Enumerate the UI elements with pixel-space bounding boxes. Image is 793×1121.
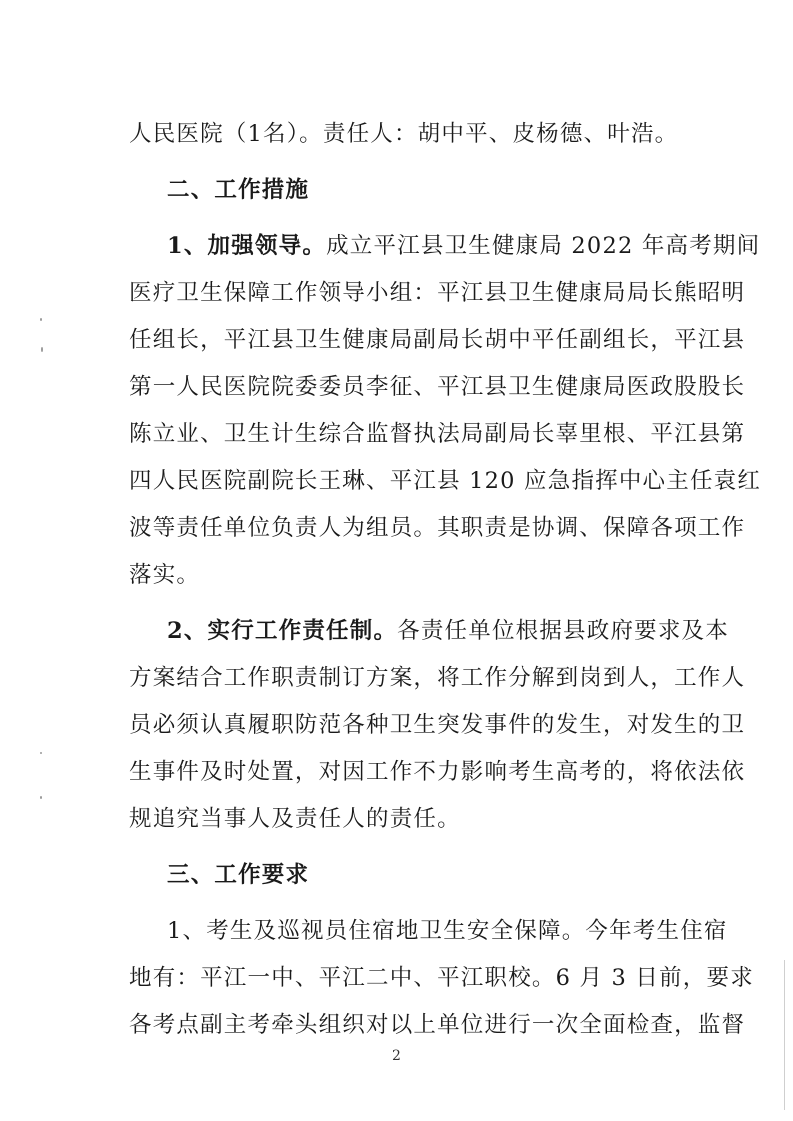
scan-edge-line [784,960,785,1110]
scan-speck [40,796,42,799]
paragraph-line: 第一人民医院院委委员李征、平江县卫生健康局医政股股长 [129,374,746,400]
paragraph-line: 波等责任单位负责人为组员。其职责是协调、保障各项工作 [129,515,746,541]
document-body [129,111,762,1049]
scan-speck [40,318,42,321]
paragraph-line: 地有：平江一中、平江二中、平江职校。6 月 3 日前，要求 [129,965,754,991]
paragraph-line: 四人民医院副院长王琳、平江县 120 应急指挥中心主任袁红 [129,468,762,494]
paragraph-line: 各考点副主考牵头组织对以上单位进行一次全面检查，监督 [129,1012,746,1038]
paragraph-lead: 2、实行工作责任制。 [167,618,398,644]
paragraph-line: 落实。 [129,562,201,588]
paragraph-line: 医疗卫生保障工作领导小组：平江县卫生健康局局长熊昭明 [129,280,746,306]
section-heading-requirements: 三、工作要求 [167,862,310,888]
scan-speck [41,347,43,352]
paragraph-line: 员必须认真履职防范各种卫生突发事件的发生，对发生的卫 [129,712,746,738]
paragraph-line: 生事件及时处置，对因工作不力影响考生高考的，将依法依 [129,759,746,785]
paragraph-text: 成立平江县卫生健康局 2022 年高考期间 [326,233,761,259]
paragraph-line [129,608,729,655]
paragraph-lead: 1、加强领导。 [167,233,327,259]
paragraph-line: 规追究当事人及责任人的责任。 [129,806,461,832]
paragraph-text: 各责任单位根据县政府要求及本 [397,618,729,644]
section-heading-measures: 二、工作措施 [167,177,310,203]
text-line: 人民医院（1名）。责任人：胡中平、皮杨德、叶浩。 [129,121,679,147]
paragraph-line [129,223,761,270]
page-number: 2 [392,1048,401,1064]
paragraph-line: 陈立业、卫生计生综合监督执法局副局长辜里根、平江县第 [129,421,746,447]
scan-speck [40,752,42,754]
paragraph-line: 任组长，平江县卫生健康局副局长胡中平任副组长，平江县 [129,327,746,353]
paragraph-line: 方案结合工作职责制订方案，将工作分解到岗到人，工作人 [129,665,746,691]
paragraph-line: 1、考生及巡视员住宿地卫生安全保障。今年考生住宿 [167,918,728,944]
